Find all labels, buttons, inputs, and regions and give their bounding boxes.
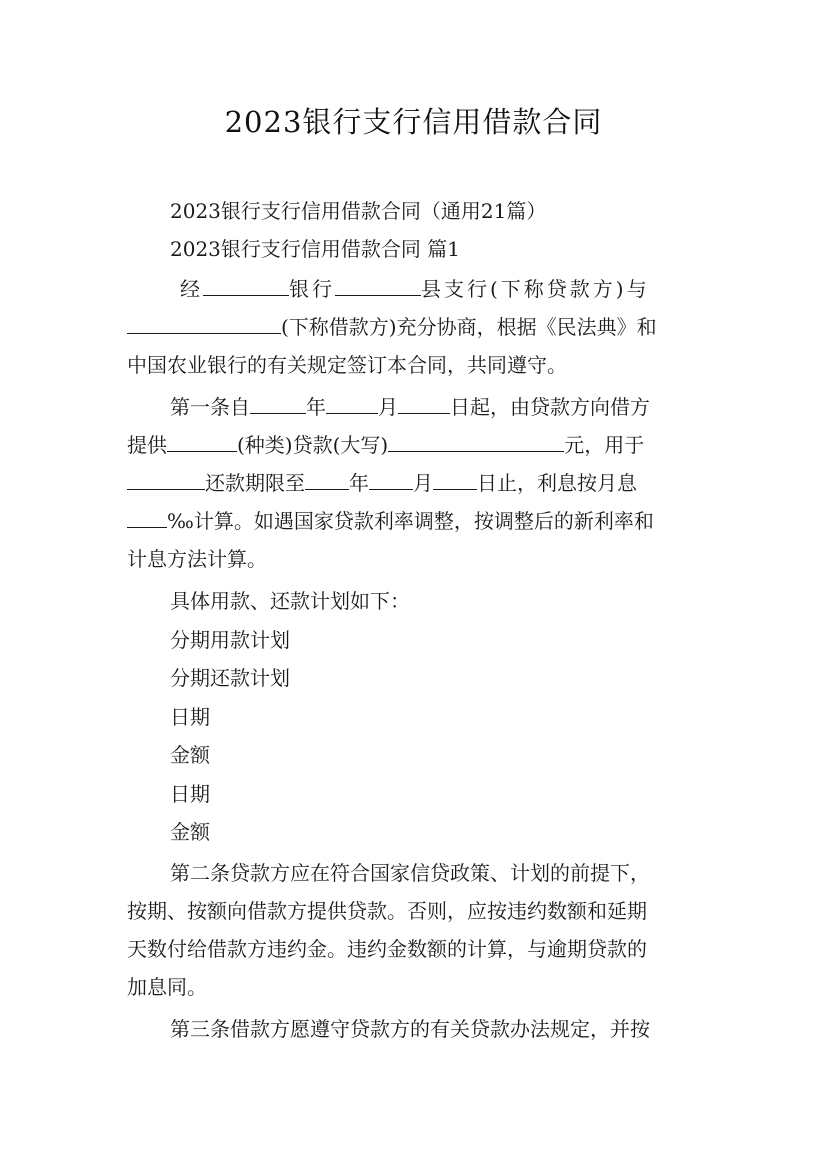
blank-field — [127, 507, 167, 528]
article2-line-4: 加息同。 — [127, 975, 207, 999]
article2-line-2: 按期、按额向借款方提供贷款。否则，应按违约数额和延期 — [127, 899, 647, 923]
article1-line-1: 第一条自 年 月 日起，由贷款方向借方 — [170, 395, 650, 419]
article1-line-5: 计息方法计算。 — [127, 547, 267, 571]
intro-line-1: 经 银行 县支行(下称贷款方)与 — [180, 277, 650, 301]
blank-field — [335, 275, 421, 296]
article2-line-1: 第二条贷款方应在符合国家信贷政策、计划的前提下， — [170, 861, 650, 885]
blank-field — [326, 393, 378, 414]
document-subtitle: 2023银行支行信用借款合同（通用21篇） — [170, 199, 547, 223]
article2-line-3: 天数付给借款方违约金。违约金数额的计算，与逾期贷款的 — [127, 937, 647, 961]
intro-line-2: (下称借款方)充分协商，根据《民法典》和 — [127, 313, 657, 341]
plan-item: 日期 — [170, 782, 210, 806]
article1-line-3: 还款期限至 年 月 日止，利息按月息 — [127, 469, 637, 497]
blank-field — [369, 469, 413, 490]
blank-field — [388, 431, 564, 452]
blank-field — [305, 469, 349, 490]
plan-item: 分期用款计划 — [170, 628, 290, 652]
part-heading: 2023银行支行信用借款合同 篇1 — [170, 237, 460, 261]
blank-field — [167, 431, 237, 452]
blank-field — [203, 275, 289, 296]
article1-line-2: 提供 (种类)贷款(大写) 元，用于 — [127, 433, 645, 457]
plan-item: 金额 — [170, 743, 210, 767]
blank-field — [433, 469, 477, 490]
plan-item: 金额 — [170, 820, 210, 844]
plan-intro: 具体用款、还款计划如下： — [170, 589, 410, 613]
blank-field — [127, 469, 205, 490]
blank-field — [250, 393, 306, 414]
article1-line-4: ‰计算。如遇国家贷款利率调整，按调整后的新利率和 — [127, 507, 654, 535]
blank-field — [127, 313, 281, 334]
intro-line-3: 中国农业银行的有关规定签订本合同，共同遵守。 — [127, 353, 567, 377]
document-title: 2023银行支行信用借款合同 — [224, 105, 603, 139]
article3-line-1: 第三条借款方愿遵守贷款方的有关贷款办法规定，并按 — [170, 1017, 650, 1041]
plan-item: 分期还款计划 — [170, 666, 290, 690]
blank-field — [398, 393, 450, 414]
plan-item: 日期 — [170, 705, 210, 729]
